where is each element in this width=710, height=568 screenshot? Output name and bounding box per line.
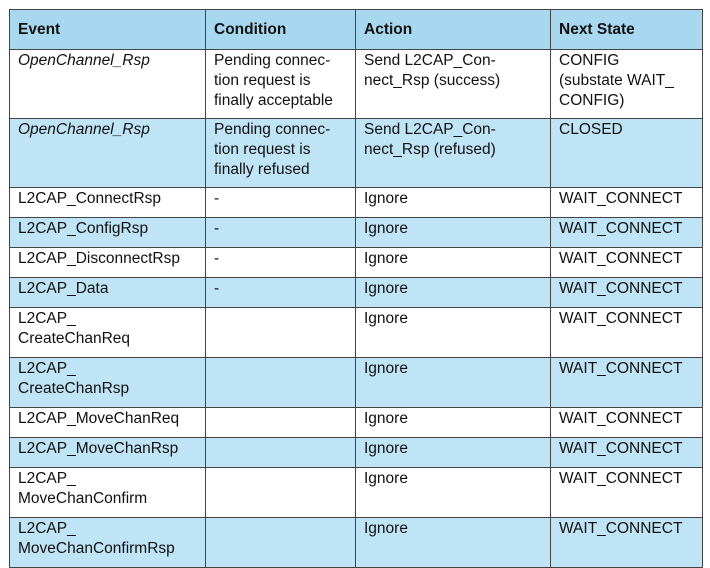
table-row	[10, 468, 703, 518]
cell-action: Ignore	[356, 438, 551, 468]
header-event: Event	[10, 10, 206, 50]
table-header-row	[10, 10, 703, 50]
table-row	[10, 518, 703, 568]
table-row	[10, 119, 703, 188]
table-row	[10, 188, 703, 218]
cell-next-state: WAIT_CONNECT	[551, 438, 703, 468]
cell-event: L2CAP_MoveChanRsp	[10, 438, 206, 468]
header-next-state: Next State	[551, 10, 703, 50]
table-row	[10, 218, 703, 248]
state-table	[9, 9, 703, 568]
cell-action: Ignore	[356, 468, 551, 518]
cell-action: Ignore	[356, 188, 551, 218]
cell-next-state: WAIT_CONNECT	[551, 278, 703, 308]
header-action: Action	[356, 10, 551, 50]
cell-next-state: WAIT_CONNECT	[551, 218, 703, 248]
cell-next-state: CONFIG (substate WAIT_ CONFIG)	[551, 50, 703, 119]
table-row	[10, 308, 703, 358]
cell-condition	[206, 468, 356, 518]
cell-condition: -	[206, 218, 356, 248]
cell-action: Send L2CAP_Con- nect_Rsp (success)	[356, 50, 551, 119]
cell-condition	[206, 408, 356, 438]
cell-next-state: WAIT_CONNECT	[551, 358, 703, 408]
cell-condition	[206, 518, 356, 568]
table-row	[10, 248, 703, 278]
cell-condition	[206, 308, 356, 358]
cell-next-state: WAIT_CONNECT	[551, 188, 703, 218]
cell-condition: -	[206, 278, 356, 308]
cell-event: OpenChannel_Rsp	[10, 50, 206, 119]
cell-action: Ignore	[356, 518, 551, 568]
cell-action: Ignore	[356, 408, 551, 438]
cell-event: L2CAP_ CreateChanReq	[10, 308, 206, 358]
table-row	[10, 358, 703, 408]
cell-event: L2CAP_ MoveChanConfirm	[10, 468, 206, 518]
cell-condition: Pending connec- tion request is finally refused	[206, 119, 356, 188]
cell-event: L2CAP_ CreateChanRsp	[10, 358, 206, 408]
cell-next-state: WAIT_CONNECT	[551, 518, 703, 568]
cell-next-state: WAIT_CONNECT	[551, 248, 703, 278]
cell-condition: -	[206, 248, 356, 278]
cell-action: Send L2CAP_Con- nect_Rsp (refused)	[356, 119, 551, 188]
cell-event: L2CAP_ MoveChanConfirmRsp	[10, 518, 206, 568]
table-row	[10, 50, 703, 119]
cell-condition: Pending connec- tion request is finally acceptable	[206, 50, 356, 119]
cell-next-state: CLOSED	[551, 119, 703, 188]
cell-condition	[206, 358, 356, 408]
state-table-container	[9, 9, 703, 568]
cell-action: Ignore	[356, 308, 551, 358]
cell-event: L2CAP_ConfigRsp	[10, 218, 206, 248]
table-row	[10, 278, 703, 308]
cell-event: OpenChannel_Rsp	[10, 119, 206, 188]
cell-event: L2CAP_Data	[10, 278, 206, 308]
cell-condition	[206, 438, 356, 468]
cell-next-state: WAIT_CONNECT	[551, 468, 703, 518]
cell-event: L2CAP_ConnectRsp	[10, 188, 206, 218]
table-row	[10, 438, 703, 468]
cell-action: Ignore	[356, 248, 551, 278]
cell-action: Ignore	[356, 218, 551, 248]
cell-action: Ignore	[356, 278, 551, 308]
cell-condition: -	[206, 188, 356, 218]
cell-event: L2CAP_DisconnectRsp	[10, 248, 206, 278]
cell-next-state: WAIT_CONNECT	[551, 408, 703, 438]
cell-action: Ignore	[356, 358, 551, 408]
cell-event: L2CAP_MoveChanReq	[10, 408, 206, 438]
table-row	[10, 408, 703, 438]
header-condition: Condition	[206, 10, 356, 50]
cell-next-state: WAIT_CONNECT	[551, 308, 703, 358]
